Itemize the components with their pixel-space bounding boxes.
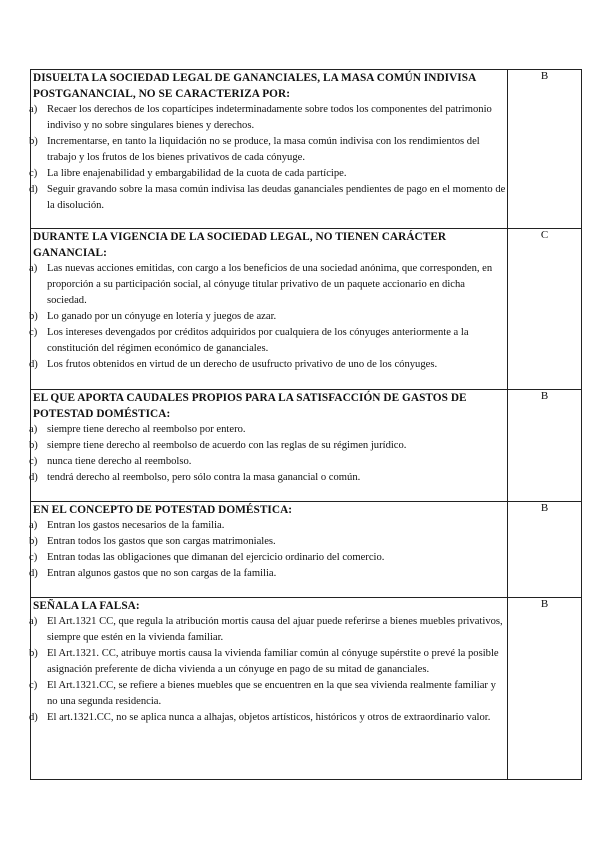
option-text: Los frutos obtenidos en virtud de un derecho de usufructo privativo de uno de los cónyuges.	[47, 359, 438, 370]
option-text: El Art.1321 CC, que regula la atribución mortis causa del ajuar puede referirse a bienes muebles privativos, siempre que estén en la vivienda familiar.	[47, 616, 503, 643]
option-letter: a)	[29, 104, 38, 115]
option-d	[31, 182, 507, 214]
question-row	[31, 502, 582, 598]
question-cell	[31, 229, 508, 390]
question-row	[31, 598, 582, 780]
option-a	[31, 422, 507, 438]
option-text: Recaer los derechos de los copartícipes indeterminadamente sobre todos los componentes del patrimonio indiviso y no sobre singulares bienes y derechos.	[47, 104, 492, 131]
option-letter: d)	[29, 184, 38, 195]
option-b	[31, 534, 507, 550]
option-letter: d)	[29, 568, 38, 579]
option-letter: a)	[29, 616, 38, 627]
question-cell	[31, 502, 508, 598]
option-b	[31, 134, 507, 166]
option-d	[31, 710, 507, 726]
option-letter: b)	[29, 311, 38, 322]
question-title: DURANTE LA VIGENCIA DE LA SOCIEDAD LEGAL, NO TIENEN CARÁCTER GANANCIAL:	[33, 231, 447, 259]
option-b	[31, 309, 507, 325]
option-letter: b)	[29, 136, 38, 147]
option-text: El Art.1321.CC, se refiere a bienes muebles que se encuentren en la que sea vivienda realmente familiar y no una segunda residencia.	[47, 680, 496, 707]
question-title: EL QUE APORTA CAUDALES PROPIOS PARA LA SATISFACCIÓN DE GASTOS DE POTESTAD DOMÉSTICA:	[33, 392, 467, 420]
option-text: nunca tiene derecho al reembolso.	[47, 456, 192, 467]
answer-cell: B	[508, 502, 582, 598]
option-text: Entran los gastos necesarios de la familia.	[47, 520, 225, 531]
option-text: La libre enajenabilidad y embargabilidad de la cuota de cada partícipe.	[47, 168, 347, 179]
option-letter: b)	[29, 440, 38, 451]
option-text: Seguir gravando sobre la masa común indivisa las deudas gananciales pendientes de pago en el momento de la disolución.	[47, 184, 506, 211]
option-d	[31, 470, 507, 486]
option-text: Entran todas las obligaciones que dimanan del ejercicio ordinario del comercio.	[47, 552, 385, 563]
option-letter: c)	[29, 552, 38, 563]
question-row	[31, 70, 582, 229]
question-cell	[31, 390, 508, 502]
question-row	[31, 229, 582, 390]
option-letter: b)	[29, 648, 38, 659]
option-letter: c)	[29, 456, 38, 467]
option-text: siempre tiene derecho al reembolso de acuerdo con las reglas de su régimen jurídico.	[47, 440, 407, 451]
option-text: Entran algunos gastos que no son cargas de la familia.	[47, 568, 277, 579]
question-table	[30, 69, 582, 780]
question-cell	[31, 598, 508, 780]
option-c	[31, 678, 507, 710]
option-b	[31, 646, 507, 678]
option-text: Entran todos los gastos que son cargas matrimoniales.	[47, 536, 276, 547]
option-d	[31, 566, 507, 582]
option-c	[31, 166, 507, 182]
answer-cell: B	[508, 390, 582, 502]
option-text: Incrementarse, en tanto la liquidación no se produce, la masa común indivisa con los rendimientos del trabajo y los frutos de los bienes privativos de cada cónyuge.	[47, 136, 480, 163]
option-a	[31, 518, 507, 534]
option-letter: a)	[29, 424, 38, 435]
option-text: Las nuevas acciones emitidas, con cargo a los beneficios de una sociedad anónima, que corresponden, en proporción a su participación social, al cónyuge titular privativo de un paquete accionario en dicha sociedad.	[47, 263, 493, 306]
option-text: siempre tiene derecho al reembolso por entero.	[47, 424, 246, 435]
question-cell	[31, 70, 508, 229]
option-letter: a)	[29, 263, 38, 274]
question-title: EN EL CONCEPTO DE POTESTAD DOMÉSTICA:	[33, 504, 293, 516]
answer-cell: B	[508, 70, 582, 229]
answer-cell: B	[508, 598, 582, 780]
option-text: El art.1321.CC, no se aplica nunca a alhajas, objetos artísticos, históricos y otros de extraordinario valor.	[47, 712, 491, 723]
option-letter: b)	[29, 536, 38, 547]
option-letter: d)	[29, 472, 38, 483]
option-c	[31, 325, 507, 357]
option-letter: a)	[29, 520, 38, 531]
option-text: tendrá derecho al reembolso, pero sólo contra la masa ganancial o común.	[47, 472, 361, 483]
option-a	[31, 614, 507, 646]
answer-cell: C	[508, 229, 582, 390]
question-row	[31, 390, 582, 502]
option-c	[31, 550, 507, 566]
question-title: DISUELTA LA SOCIEDAD LEGAL DE GANANCIALES, LA MASA COMÚN INDIVISA POSTGANANCIAL, NO SE CARACTERIZA POR:	[33, 72, 476, 100]
option-c	[31, 454, 507, 470]
question-title: SEÑALA LA FALSA:	[33, 600, 140, 612]
option-d	[31, 357, 507, 373]
option-text: Lo ganado por un cónyuge en lotería y juegos de azar.	[47, 311, 277, 322]
option-letter: c)	[29, 327, 38, 338]
option-b	[31, 438, 507, 454]
option-text: El Art.1321. CC, atribuye mortis causa la vivienda familiar común al cónyuge supérstite o prevé la posible asignación preferente de dicha vivienda a un cónyuge en pago de su mitad de gananciales.	[47, 648, 499, 675]
option-a	[31, 261, 507, 309]
option-letter: d)	[29, 359, 38, 370]
option-text: Los intereses devengados por créditos adquiridos por cualquiera de los cónyuges anteriormente a la constitución del régimen económico de gananciales.	[47, 327, 469, 354]
option-letter: c)	[29, 168, 38, 179]
option-letter: d)	[29, 712, 38, 723]
option-letter: c)	[29, 680, 38, 691]
option-a	[31, 102, 507, 134]
